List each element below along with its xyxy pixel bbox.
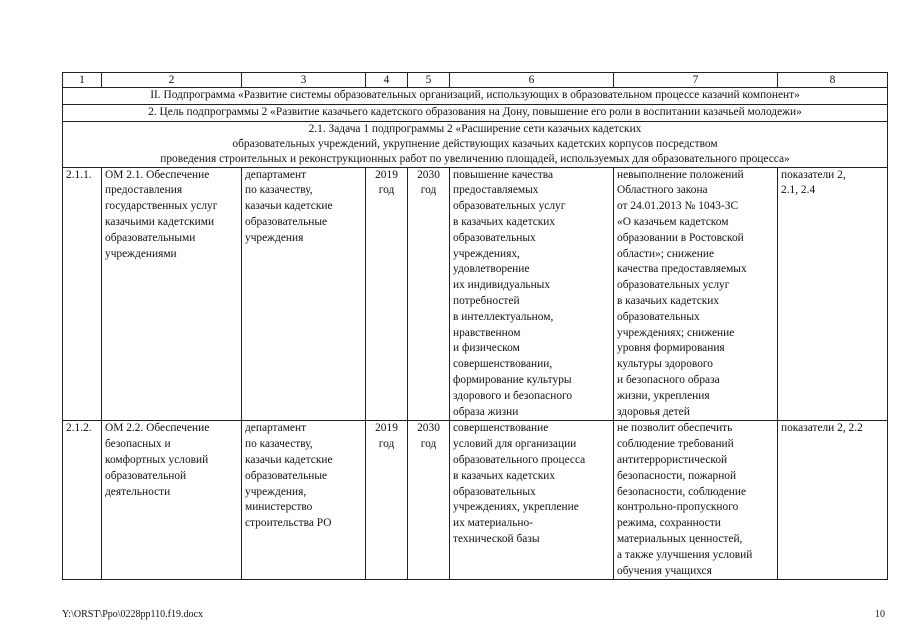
column-number-row xyxy=(63,73,888,88)
executor-line: казачьи кадетские xyxy=(245,200,333,213)
event-row xyxy=(63,421,888,580)
executor-cell xyxy=(242,421,366,580)
executor-line: строительства РО xyxy=(245,517,332,530)
executor-cell xyxy=(242,167,366,421)
non-implementation-consequences-line: обучения учащихся xyxy=(617,564,712,577)
end-year-cell xyxy=(408,167,450,421)
start-year-line: 2019 xyxy=(375,168,398,181)
subprogram-row xyxy=(63,88,888,105)
expected-result-line: предоставляемых xyxy=(453,184,539,197)
non-implementation-consequences-line: жизни, укрепления xyxy=(617,389,710,402)
task-title xyxy=(63,121,888,167)
non-implementation-consequences-line: культуры здорового xyxy=(617,358,713,371)
expected-result-line: учреждениях, укрепление xyxy=(453,501,579,514)
end-year-line: 2030 xyxy=(417,168,440,181)
non-implementation-consequences-line: здоровья детей xyxy=(617,405,690,418)
end-year-line: 2030 xyxy=(417,422,440,435)
non-implementation-consequences-line: учреждениях; снижение xyxy=(617,326,735,339)
expected-result-line: удовлетворение xyxy=(453,263,530,276)
indicators-line: показатели 2, 2.2 xyxy=(781,422,863,435)
event-name-line: образовательной xyxy=(105,469,187,482)
subprogram-title: II. Подпрограмма «Развитие системы образовательных организаций, использующих в образовательном процессе казачий компонент» xyxy=(63,88,888,105)
indicators-cell xyxy=(778,167,888,421)
event-name-line: комфортных условий xyxy=(105,453,209,466)
end-year-cell xyxy=(408,421,450,580)
executor-line: по казачеству, xyxy=(245,438,313,451)
start-year-line: год xyxy=(378,438,395,451)
expected-result-line: образовательного процесса xyxy=(453,453,586,466)
executor-line: образовательные xyxy=(245,215,328,228)
non-implementation-consequences-line: антитеррористической xyxy=(617,453,728,466)
footer-file-path: Y:\ORST\Ppo\0228pp110.f19.docx xyxy=(62,609,203,620)
executor-line: министерство xyxy=(245,501,313,514)
task-line: проведения строительных и реконструкционных работ по увеличению площадей, используемых для образовательного процесса» xyxy=(160,152,790,165)
row-number-cell: 2.1.1. xyxy=(63,167,102,421)
expected-result-line: здорового и безопасного xyxy=(453,389,573,402)
expected-result-line: условий для организации xyxy=(453,438,577,451)
non-implementation-consequences-line: безопасности, пожарной xyxy=(617,469,737,482)
col-number-1: 1 xyxy=(63,73,102,88)
event-name-line: безопасных и xyxy=(105,438,171,451)
expected-result-line: образовательных услуг xyxy=(453,200,566,213)
expected-result-line: формирование культуры xyxy=(453,373,572,386)
executor-line: по казачеству, xyxy=(245,184,313,197)
start-year-cell xyxy=(366,167,408,421)
non-implementation-consequences-line: режима, сохранности xyxy=(617,517,721,530)
event-name-cell xyxy=(102,167,242,421)
non-implementation-consequences-cell xyxy=(614,167,778,421)
indicators-cell xyxy=(778,421,888,580)
task-line: образовательных учреждений, укрупнение действующих казачьих кадетских корпусов посредством xyxy=(232,137,718,150)
expected-result-line: в интеллектуальном, xyxy=(453,310,554,323)
start-year-line: год xyxy=(378,184,395,197)
expected-result-line: образовательных xyxy=(453,231,536,244)
event-name-line: деятельности xyxy=(105,485,171,498)
non-implementation-consequences-line: образовании в Ростовской xyxy=(617,231,744,244)
col-number-5: 5 xyxy=(408,73,450,88)
non-implementation-consequences-line: соблюдение требований xyxy=(617,438,734,451)
executor-line: департамент xyxy=(245,168,307,181)
non-implementation-consequences-line: области»; снижение xyxy=(617,247,715,260)
non-implementation-consequences-line: в казачьих кадетских xyxy=(617,294,720,307)
start-year-line: 2019 xyxy=(375,422,398,435)
non-implementation-consequences-cell xyxy=(614,421,778,580)
col-number-6: 6 xyxy=(450,73,614,88)
non-implementation-consequences-line: контрольно-пропускного xyxy=(617,501,739,514)
executor-line: департамент xyxy=(245,422,307,435)
non-implementation-consequences-line: «О казачьем кадетском xyxy=(617,215,729,228)
non-implementation-consequences-line: образовательных xyxy=(617,310,700,323)
non-implementation-consequences-line: от 24.01.2013 № 1043-ЗС xyxy=(617,200,739,213)
expected-result-line: образовательных xyxy=(453,485,536,498)
event-name-line: ОМ 2.2. Обеспечение xyxy=(105,422,210,435)
row-number-cell: 2.1.2. xyxy=(63,421,102,580)
expected-result-line: и физическом xyxy=(453,342,520,355)
indicators-line: показатели 2, xyxy=(781,168,846,181)
expected-result-line: образа жизни xyxy=(453,405,519,418)
non-implementation-consequences-line: образовательных услуг xyxy=(617,279,730,292)
col-number-8: 8 xyxy=(778,73,888,88)
executor-line: образовательные xyxy=(245,469,328,482)
event-name-line: государственных услуг xyxy=(105,200,218,213)
expected-result-line: повышение качества xyxy=(453,168,554,181)
expected-result-line: их индивидуальных xyxy=(453,279,551,292)
non-implementation-consequences-line: материальных ценностей, xyxy=(617,532,743,545)
executor-line: учреждения xyxy=(245,231,304,244)
col-number-7: 7 xyxy=(614,73,778,88)
program-table xyxy=(62,72,888,580)
non-implementation-consequences-line: а также улучшения условий xyxy=(617,548,753,561)
event-name-line: учреждениями xyxy=(105,247,177,260)
footer-page-number: 10 xyxy=(875,609,885,620)
non-implementation-consequences-line: Областного закона xyxy=(617,184,708,197)
non-implementation-consequences-line: не позволит обеспечить xyxy=(617,422,733,435)
col-number-4: 4 xyxy=(366,73,408,88)
expected-result-line: технической базы xyxy=(453,532,540,545)
col-number-2: 2 xyxy=(102,73,242,88)
non-implementation-consequences-line: и безопасного образа xyxy=(617,373,720,386)
expected-result-line: в казачьих кадетских xyxy=(453,215,556,228)
expected-result-line: в казачьих кадетских xyxy=(453,469,556,482)
non-implementation-consequences-line: безопасности, соблюдение xyxy=(617,485,747,498)
indicators-line: 2.1, 2.4 xyxy=(781,184,816,197)
non-implementation-consequences-line: уровня формирования xyxy=(617,342,725,355)
end-year-line: год xyxy=(420,438,437,451)
goal-title: 2. Цель подпрограммы 2 «Развитие казачьего кадетского образования на Дону, повышение его роли в воспитании казачьей молодежи» xyxy=(63,104,888,121)
event-name-line: образовательными xyxy=(105,231,196,244)
task-row xyxy=(63,121,888,167)
event-name-cell xyxy=(102,421,242,580)
expected-result-line: их материально- xyxy=(453,517,533,530)
expected-result-line: нравственном xyxy=(453,326,521,339)
expected-result-line: совершенствование xyxy=(453,422,549,435)
event-row xyxy=(63,167,888,421)
expected-result-line: учреждениях, xyxy=(453,247,520,260)
executor-line: учреждения, xyxy=(245,485,307,498)
event-name-line: ОМ 2.1. Обеспечение xyxy=(105,168,210,181)
executor-line: казачьи кадетские xyxy=(245,453,333,466)
expected-result-line: потребностей xyxy=(453,294,520,307)
end-year-line: год xyxy=(420,184,437,197)
event-name-line: предоставления xyxy=(105,184,183,197)
goal-row xyxy=(63,104,888,121)
col-number-3: 3 xyxy=(242,73,366,88)
task-line: 2.1. Задача 1 подпрограммы 2 «Расширение сети казачьих кадетских xyxy=(308,122,642,135)
non-implementation-consequences-line: невыполнение положений xyxy=(617,168,744,181)
expected-result-cell xyxy=(450,421,614,580)
event-name-line: казачьими кадетскими xyxy=(105,215,215,228)
non-implementation-consequences-line: качества предоставляемых xyxy=(617,263,747,276)
start-year-cell xyxy=(366,421,408,580)
expected-result-cell xyxy=(450,167,614,421)
expected-result-line: совершенствовании, xyxy=(453,358,553,371)
